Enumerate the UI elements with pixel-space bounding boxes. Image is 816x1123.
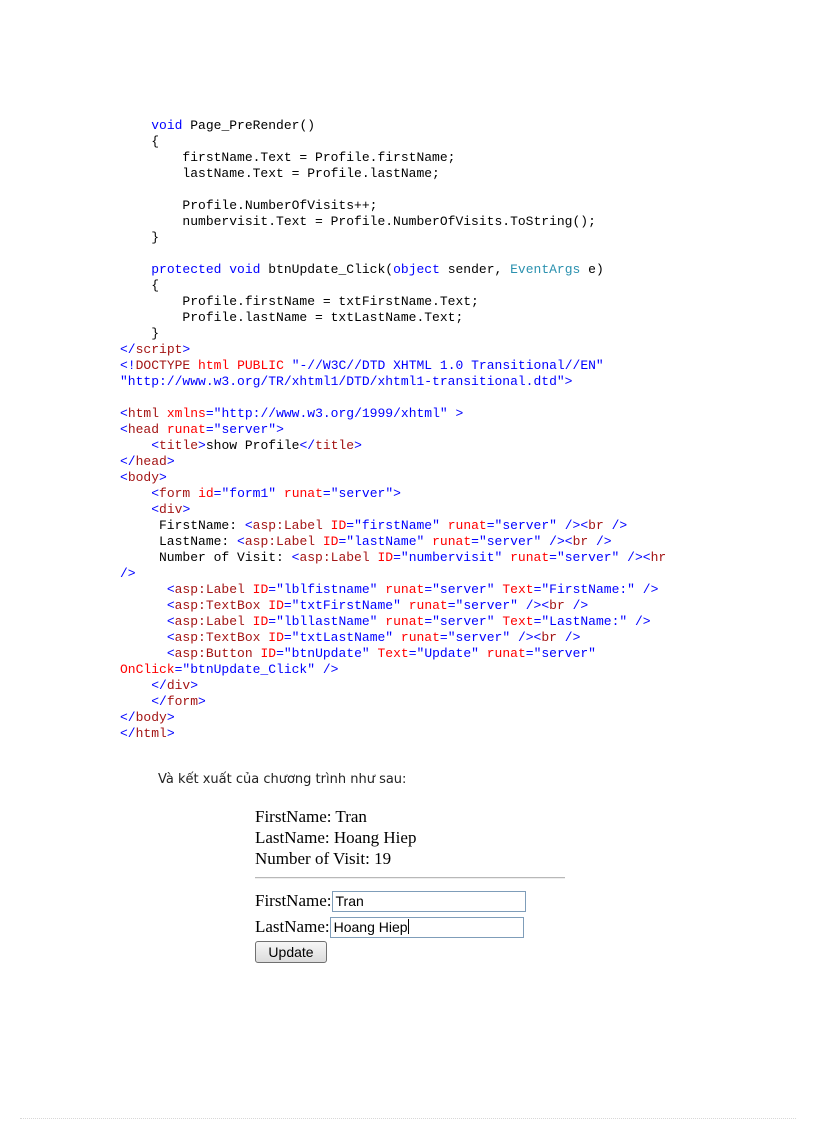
output-visits: Number of Visit: 19 bbox=[255, 849, 392, 868]
code-token bbox=[393, 630, 401, 645]
code-token: protected bbox=[151, 262, 222, 277]
code-line bbox=[120, 694, 800, 710]
code-token: <! bbox=[120, 358, 136, 373]
code-line bbox=[120, 118, 800, 134]
code-token: </ bbox=[120, 342, 136, 357]
code-token: > bbox=[166, 710, 175, 725]
code-token: ="btnUpdate" bbox=[276, 646, 370, 661]
code-token: id bbox=[198, 486, 214, 501]
code-token: ="txtFirstName" bbox=[283, 598, 401, 613]
code-token: />< bbox=[541, 534, 573, 549]
code-token: /> bbox=[564, 598, 589, 613]
code-line bbox=[120, 710, 800, 726]
program-output bbox=[255, 806, 575, 963]
code-token: > bbox=[166, 726, 175, 741]
code-token: > bbox=[166, 454, 175, 469]
code-line bbox=[120, 438, 800, 454]
code-line bbox=[120, 310, 800, 326]
code-token: < bbox=[166, 582, 175, 597]
code-token: /> bbox=[603, 518, 628, 533]
code-line bbox=[120, 134, 800, 150]
code-token bbox=[120, 614, 167, 629]
code-token: ID bbox=[268, 630, 284, 645]
code-token: /> bbox=[120, 566, 136, 581]
code-token: body bbox=[127, 470, 160, 485]
code-token bbox=[120, 630, 167, 645]
last-name-value: Hoang Hiep bbox=[333, 918, 408, 935]
code-token: asp:Label bbox=[244, 534, 316, 549]
code-token bbox=[284, 358, 292, 373]
code-token: < bbox=[166, 614, 175, 629]
code-token: { bbox=[120, 134, 160, 149]
code-token: /> bbox=[588, 534, 612, 549]
code-token: div bbox=[159, 502, 183, 517]
page-footer-rule bbox=[20, 1118, 796, 1119]
first-name-label: FirstName: bbox=[255, 891, 332, 910]
code-token: show Profile bbox=[205, 438, 300, 453]
code-token: Text bbox=[377, 646, 409, 661]
code-token: title bbox=[315, 438, 355, 453]
code-token: numbervisit.Text = Profile.NumberOfVisits.ToString(); bbox=[120, 214, 596, 229]
code-line bbox=[120, 342, 800, 358]
code-token: br bbox=[549, 598, 565, 613]
last-name-label: LastName: bbox=[255, 917, 330, 936]
code-token: head bbox=[135, 454, 167, 469]
code-token: form bbox=[159, 486, 191, 501]
code-token bbox=[120, 502, 151, 517]
code-token: runat bbox=[283, 486, 323, 501]
code-token: />< bbox=[517, 598, 550, 613]
code-token bbox=[479, 646, 487, 661]
code-line bbox=[120, 150, 800, 166]
code-token: > bbox=[198, 694, 206, 709]
code-token: asp:Button bbox=[174, 646, 253, 661]
first-name-input[interactable] bbox=[332, 891, 526, 912]
code-token: body bbox=[135, 710, 167, 725]
code-line bbox=[120, 374, 800, 390]
code-token: } bbox=[120, 230, 160, 245]
code-token bbox=[120, 118, 151, 133]
code-token: head bbox=[127, 422, 160, 437]
code-line bbox=[120, 550, 800, 566]
code-token: ="numbervisit" bbox=[393, 550, 503, 565]
code-token: FirstName: bbox=[120, 518, 245, 533]
code-token: Profile.firstName = txtFirstName.Text; bbox=[120, 294, 479, 309]
code-token: > bbox=[190, 678, 199, 693]
code-token: < bbox=[120, 470, 128, 485]
code-token bbox=[120, 694, 151, 709]
code-token: runat bbox=[447, 518, 487, 533]
code-token bbox=[120, 438, 151, 453]
code-token: br bbox=[541, 630, 557, 645]
code-line bbox=[120, 470, 800, 486]
code-token: br bbox=[572, 534, 589, 549]
code-token: br bbox=[588, 518, 604, 533]
code-token: </ bbox=[151, 678, 167, 693]
last-name-row bbox=[255, 914, 575, 940]
code-token: asp:Label bbox=[174, 582, 245, 597]
horizontal-rule bbox=[255, 877, 565, 879]
code-token: Profile.NumberOfVisits++; bbox=[120, 198, 378, 213]
code-line bbox=[120, 630, 800, 646]
code-line bbox=[120, 326, 800, 342]
code-token bbox=[370, 646, 378, 661]
code-token: asp:TextBox bbox=[174, 598, 261, 613]
code-line bbox=[120, 646, 800, 662]
code-line bbox=[120, 566, 800, 582]
code-token bbox=[190, 358, 198, 373]
code-token: ="FirstName:" bbox=[533, 582, 635, 597]
update-button[interactable]: Update bbox=[255, 941, 327, 963]
code-token: />< bbox=[619, 550, 651, 565]
code-token: asp:TextBox bbox=[174, 630, 261, 645]
code-line bbox=[120, 502, 800, 518]
code-token bbox=[120, 646, 167, 661]
code-line bbox=[120, 422, 800, 438]
code-token bbox=[159, 422, 167, 437]
code-line bbox=[120, 582, 800, 598]
code-token: > bbox=[159, 470, 167, 485]
code-token: < bbox=[151, 502, 160, 517]
code-token: runat bbox=[400, 630, 440, 645]
code-token: btnUpdate_Click( bbox=[260, 262, 394, 277]
code-line bbox=[120, 534, 800, 550]
code-token: ="lastName" bbox=[338, 534, 425, 549]
code-token: OnClick bbox=[120, 662, 175, 677]
code-token: </ bbox=[299, 438, 316, 453]
code-token: ID bbox=[252, 614, 269, 629]
code-line bbox=[120, 518, 800, 534]
code-token: asp:Label bbox=[252, 518, 323, 533]
code-token: DOCTYPE bbox=[135, 358, 191, 373]
first-name-value: Tran bbox=[335, 892, 364, 909]
code-token: runat bbox=[166, 422, 206, 437]
code-line bbox=[120, 214, 800, 230]
code-token: Text bbox=[502, 582, 534, 597]
code-token bbox=[502, 550, 510, 565]
code-token bbox=[120, 598, 167, 613]
code-token bbox=[229, 358, 237, 373]
code-token: < bbox=[237, 534, 245, 549]
code-token: ="server" bbox=[424, 614, 495, 629]
code-line bbox=[120, 598, 800, 614]
code-token bbox=[159, 406, 167, 421]
code-token: Text bbox=[502, 614, 534, 629]
code-token: ="server" bbox=[486, 518, 557, 533]
code-token: form bbox=[166, 694, 199, 709]
code-line bbox=[120, 614, 800, 630]
code-token: ="btnUpdate_Click" bbox=[174, 662, 316, 677]
code-token: < bbox=[120, 406, 128, 421]
code-token: html bbox=[198, 358, 230, 373]
code-token: < bbox=[166, 630, 175, 645]
text-caret bbox=[408, 919, 409, 934]
code-token bbox=[120, 262, 151, 277]
code-token: void bbox=[151, 118, 183, 133]
code-token: ="server" bbox=[549, 550, 620, 565]
code-token: ID bbox=[252, 582, 269, 597]
code-token: />< bbox=[510, 630, 542, 645]
code-token bbox=[120, 678, 151, 693]
code-token: asp:Label bbox=[299, 550, 370, 565]
code-token: runat bbox=[385, 582, 425, 597]
code-token: ="server" bbox=[424, 582, 495, 597]
code-token: > bbox=[354, 438, 362, 453]
code-token: < bbox=[120, 422, 128, 437]
code-token: } bbox=[120, 326, 160, 341]
code-token: hr bbox=[650, 550, 667, 565]
code-token bbox=[120, 582, 167, 597]
code-token: ="LastName:" bbox=[533, 614, 628, 629]
code-token: /> bbox=[556, 630, 581, 645]
code-line bbox=[120, 486, 800, 502]
code-token bbox=[323, 518, 331, 533]
code-token bbox=[440, 518, 448, 533]
code-token: < bbox=[151, 438, 160, 453]
code-token: </ bbox=[120, 710, 136, 725]
first-name-row bbox=[255, 888, 575, 914]
code-line bbox=[120, 246, 800, 262]
code-token: object bbox=[393, 262, 440, 277]
code-token: asp:Label bbox=[174, 614, 245, 629]
code-token: /> bbox=[634, 582, 659, 597]
code-line bbox=[120, 262, 800, 278]
code-token: ="txtLastName" bbox=[283, 630, 394, 645]
code-line bbox=[120, 166, 800, 182]
code-token: runat bbox=[385, 614, 425, 629]
code-token bbox=[190, 486, 198, 501]
code-token: ="firstName" bbox=[346, 518, 440, 533]
last-name-input[interactable] bbox=[330, 917, 524, 938]
code-token: ID bbox=[330, 518, 347, 533]
code-token: Page_PreRender() bbox=[182, 118, 316, 133]
code-line bbox=[120, 182, 800, 198]
code-token: sender, bbox=[439, 262, 511, 277]
code-line bbox=[120, 294, 800, 310]
code-token: PUBLIC bbox=[237, 358, 284, 373]
code-token: ="server" bbox=[439, 630, 511, 645]
code-token: < bbox=[151, 486, 160, 501]
code-token: "-//W3C//DTD XHTML 1.0 Transitional//EN" bbox=[291, 358, 604, 373]
code-token: e) bbox=[580, 262, 604, 277]
code-line bbox=[120, 662, 800, 678]
code-token: ID bbox=[260, 646, 277, 661]
code-token bbox=[245, 582, 253, 597]
code-token: ID bbox=[322, 534, 339, 549]
code-token: ="server" bbox=[525, 646, 596, 661]
code-token: </ bbox=[120, 454, 136, 469]
code-line bbox=[120, 390, 800, 406]
code-token: runat bbox=[486, 646, 526, 661]
code-token bbox=[120, 486, 151, 501]
code-token: > bbox=[447, 406, 464, 421]
code-token: { bbox=[120, 278, 160, 293]
code-line bbox=[120, 230, 800, 246]
code-token: ID bbox=[377, 550, 394, 565]
code-token: xmlns bbox=[166, 406, 206, 421]
code-token: < bbox=[166, 646, 175, 661]
code-token: /> bbox=[315, 662, 339, 677]
code-token: ="http://www.w3.org/1999/xhtml" bbox=[205, 406, 448, 421]
code-token: div bbox=[166, 678, 191, 693]
code-token: Number of Visit: bbox=[120, 550, 292, 565]
code-token bbox=[315, 534, 323, 549]
code-token bbox=[276, 486, 284, 501]
code-token: ="server" bbox=[471, 534, 542, 549]
code-token: ="server"> bbox=[322, 486, 401, 501]
code-line bbox=[120, 278, 800, 294]
code-token: LastName: bbox=[120, 534, 238, 549]
code-token: title bbox=[159, 438, 199, 453]
code-token bbox=[401, 598, 409, 613]
code-token: ="server" bbox=[447, 598, 518, 613]
code-line bbox=[120, 406, 800, 422]
code-token: ="Update" bbox=[408, 646, 479, 661]
code-token: Profile.lastName = txtLastName.Text; bbox=[120, 310, 464, 325]
code-token: EventArgs bbox=[510, 262, 581, 277]
code-line bbox=[120, 454, 800, 470]
code-token: < bbox=[244, 518, 253, 533]
code-line bbox=[120, 678, 800, 694]
code-token: />< bbox=[556, 518, 589, 533]
code-line bbox=[120, 198, 800, 214]
output-last-name: LastName: Hoang Hiep bbox=[255, 828, 417, 847]
code-token: ="form1" bbox=[213, 486, 277, 501]
code-token: "http://www.w3.org/TR/xhtml1/DTD/xhtml1-transitional.dtd"> bbox=[120, 374, 573, 389]
code-token: ="lbllastName" bbox=[268, 614, 378, 629]
code-token: > bbox=[182, 502, 191, 517]
code-token: ="lblfistname" bbox=[268, 582, 378, 597]
intro-text: Và kết xuất của chương trình như sau: bbox=[158, 772, 407, 787]
code-token: html bbox=[127, 406, 160, 421]
code-token: </ bbox=[151, 694, 167, 709]
code-line bbox=[120, 358, 800, 374]
code-listing bbox=[120, 118, 800, 742]
code-token bbox=[424, 534, 432, 549]
code-token: ID bbox=[268, 598, 284, 613]
code-token: runat bbox=[432, 534, 472, 549]
code-token: lastName.Text = Profile.lastName; bbox=[120, 166, 440, 181]
code-token: < bbox=[291, 550, 300, 565]
code-token: < bbox=[166, 598, 175, 613]
code-token: firstName.Text = Profile.firstName; bbox=[120, 150, 456, 165]
code-token: /> bbox=[627, 614, 651, 629]
code-line bbox=[120, 726, 800, 742]
code-token: script bbox=[135, 342, 183, 357]
code-token: </ bbox=[120, 726, 136, 741]
code-token: html bbox=[135, 726, 167, 741]
output-first-name: FirstName: Tran bbox=[255, 807, 367, 826]
code-token bbox=[245, 614, 253, 629]
code-token: runat bbox=[408, 598, 448, 613]
code-token: ="server"> bbox=[205, 422, 284, 437]
code-token: > bbox=[182, 342, 191, 357]
code-token: > bbox=[198, 438, 206, 453]
code-token: runat bbox=[510, 550, 550, 565]
code-token: void bbox=[229, 262, 261, 277]
